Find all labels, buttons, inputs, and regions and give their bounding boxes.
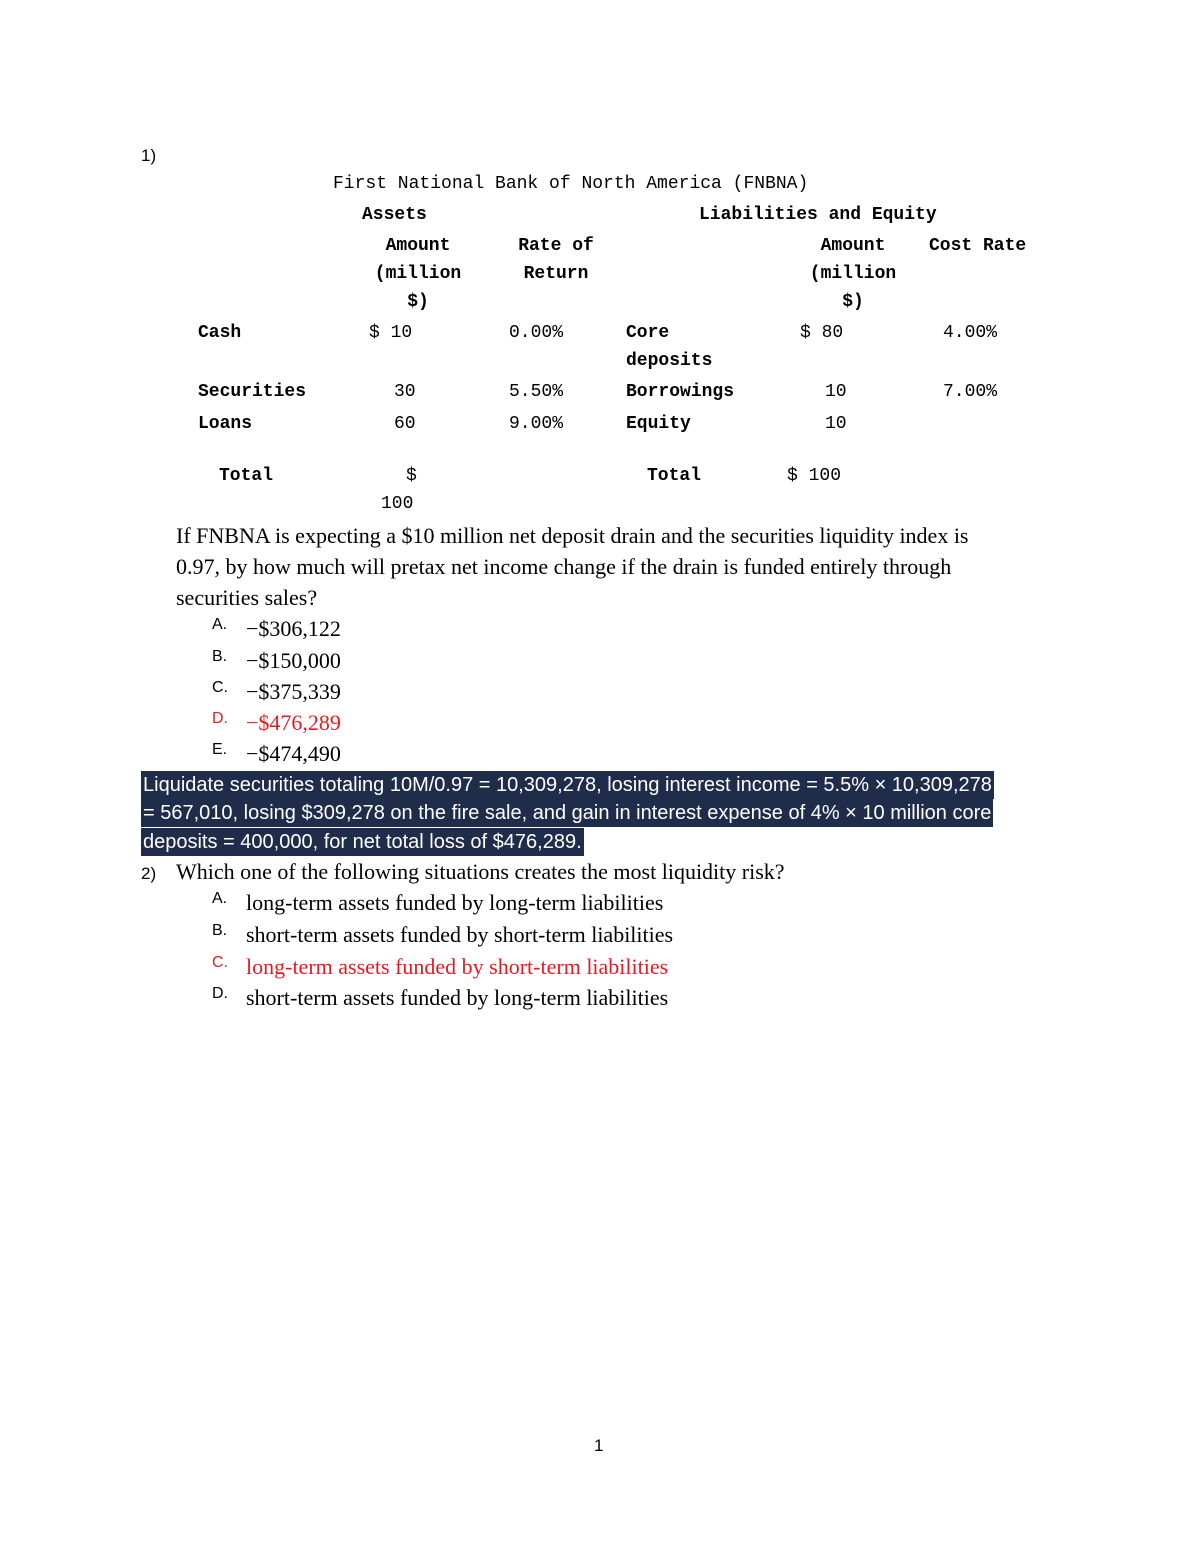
option-text-correct: long-term assets funded by short-term liabilities — [246, 954, 669, 979]
liab-row-label-line-2: deposits — [626, 351, 713, 371]
asset-total-value-line-1: $ — [406, 466, 417, 486]
answer-option — [212, 616, 227, 634]
liab-row-amount: 10 — [825, 414, 847, 434]
asset-rate-header-1: Rate of — [518, 236, 594, 256]
option-letter: A. — [212, 890, 228, 907]
asset-row-amount: 30 — [394, 382, 416, 402]
question-2-text: Which one of the following situations creates the most liquidity risk? — [176, 859, 785, 884]
asset-rate-header-2: Return — [523, 264, 589, 284]
answer-option — [212, 648, 227, 666]
explanation-line: deposits = 400,000, for net total loss of $476,289. — [141, 828, 584, 856]
option-letter: B. — [212, 648, 228, 665]
asset-row-amount: 60 — [394, 414, 416, 434]
asset-amount-header-2: (million — [374, 264, 462, 284]
liab-amount-header-3: $) — [842, 292, 864, 312]
answer-option-correct — [212, 954, 228, 972]
liab-total-value: $ 100 — [787, 466, 842, 486]
option-text-correct: −$476,289 — [246, 710, 341, 735]
table-title: First National Bank of North America (FNBNA) — [333, 174, 809, 194]
asset-row-label: Loans — [198, 414, 253, 434]
page-number: 1 — [594, 1436, 604, 1455]
option-text: short-term assets funded by long-term liabilities — [246, 985, 669, 1010]
liab-total-label: Total — [647, 466, 702, 486]
option-text: −$375,339 — [246, 679, 341, 704]
question-1-text-line: If FNBNA is expecting a $10 million net deposit drain and the securities liquidity index is — [176, 523, 969, 548]
asset-row-label: Securities — [198, 382, 307, 402]
question-2-number: 2) — [141, 864, 157, 883]
answer-option — [212, 890, 227, 908]
option-letter: C. — [212, 954, 228, 971]
liab-row-rate: 7.00% — [943, 382, 998, 402]
asset-total-label: Total — [219, 466, 274, 486]
asset-row-rate: 9.00% — [509, 414, 564, 434]
asset-amount-header-3: $) — [407, 292, 429, 312]
explanation-line: Liquidate securities totaling 10M/0.97 = 10,309,278, losing interest income = 5.5% × 10,309,278 — [141, 771, 994, 799]
liab-row-label: Borrowings — [626, 382, 735, 402]
option-text: −$150,000 — [246, 648, 341, 673]
liab-amount-header-1: Amount — [820, 236, 886, 256]
asset-amount-header-1: Amount — [385, 236, 451, 256]
option-text: long-term assets funded by long-term liabilities — [246, 890, 664, 915]
liab-row-amount: $ 80 — [800, 323, 844, 343]
liab-row-rate: 4.00% — [943, 323, 998, 343]
liab-row-amount: 10 — [825, 382, 847, 402]
asset-row-label: Cash — [198, 323, 242, 343]
assets-header: Assets — [362, 205, 427, 225]
liab-amount-header-2: (million — [809, 264, 897, 284]
answer-option — [212, 741, 227, 759]
answer-option — [212, 922, 227, 940]
liab-row-label: Equity — [626, 414, 691, 434]
question-1-text-line: 0.97, by how much will pretax net income change if the drain is funded entirely through — [176, 554, 952, 579]
answer-option — [212, 679, 228, 697]
option-text: −$306,122 — [246, 616, 341, 641]
option-letter: A. — [212, 616, 228, 633]
option-letter: D. — [212, 710, 228, 727]
asset-total-value-line-2: 100 — [381, 494, 414, 514]
asset-row-rate: 0.00% — [509, 323, 564, 343]
question-1-text-line: securities sales? — [176, 585, 318, 610]
liab-cost-rate-header: Cost Rate — [929, 236, 1027, 256]
asset-row-rate: 5.50% — [509, 382, 564, 402]
liab-row-label: Core — [626, 323, 670, 343]
option-letter: D. — [212, 985, 228, 1002]
option-letter: C. — [212, 679, 228, 696]
answer-option-correct — [212, 710, 228, 728]
explanation-line: = 567,010, losing $309,278 on the fire sale, and gain in interest expense of 4% × 10 million core — [141, 799, 993, 827]
option-text: −$474,490 — [246, 741, 341, 766]
option-text: short-term assets funded by short-term liabilities — [246, 922, 674, 947]
answer-option — [212, 985, 228, 1003]
option-letter: E. — [212, 741, 228, 758]
question-1-number: 1) — [141, 146, 157, 165]
asset-row-amount: $ 10 — [369, 323, 413, 343]
option-letter: B. — [212, 922, 228, 939]
liabilities-header: Liabilities and Equity — [699, 205, 937, 225]
